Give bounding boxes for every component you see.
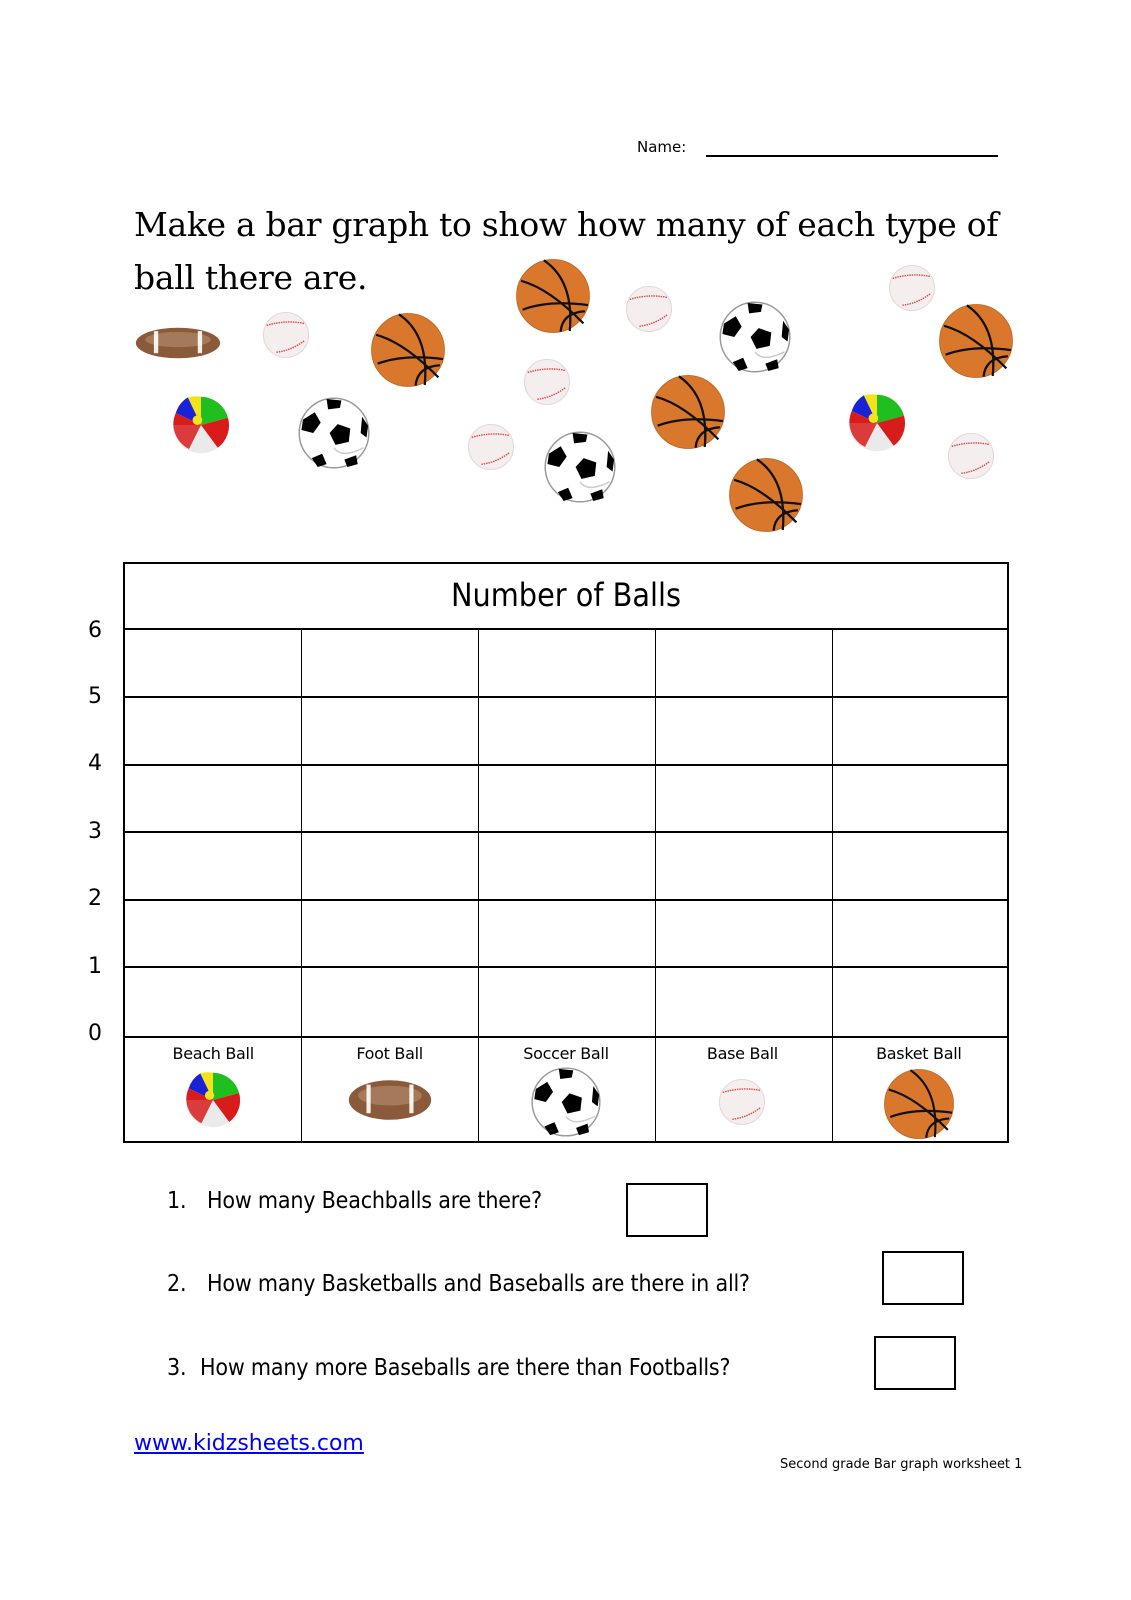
worksheet-label: Second grade Bar graph worksheet 1 [780, 1457, 1023, 1472]
question-text: How many more Baseballs are there than Footballs? [200, 1355, 731, 1381]
category-label: Beach Ball [172, 1044, 254, 1063]
gridline-1 [125, 966, 1007, 968]
category-foot-ball [301, 1038, 477, 1143]
baseball-icon [523, 358, 571, 406]
question-3 [167, 1355, 730, 1381]
question-number: 1. [167, 1188, 187, 1214]
y-tick-5: 5 [88, 684, 102, 709]
graph-cells[interactable] [125, 630, 1007, 1036]
kidzsheets-link[interactable]: www.kidzsheets.com [134, 1431, 364, 1456]
answer-box-2[interactable] [882, 1251, 964, 1305]
category-basket-ball [831, 1038, 1007, 1143]
basketball-icon [938, 303, 1014, 379]
y-tick-3: 3 [88, 819, 102, 844]
gridline-3 [125, 831, 1007, 833]
basketball-icon [370, 312, 446, 388]
name-label: Name: [637, 138, 687, 156]
question-text: How many Basketballs and Baseballs are there in all? [207, 1271, 750, 1297]
question-number: 3. [167, 1355, 187, 1381]
soccer-ball-icon [530, 1066, 602, 1138]
category-soccer-ball [478, 1038, 654, 1143]
question-text: How many Beachballs are there? [207, 1188, 542, 1214]
baseball-icon [262, 311, 310, 359]
category-label: Foot Ball [356, 1044, 423, 1063]
category-base-ball [654, 1038, 830, 1143]
baseball-icon [625, 285, 673, 333]
question-number: 2. [167, 1271, 187, 1297]
answer-box-3[interactable] [874, 1336, 956, 1390]
soccer-icon [297, 396, 371, 470]
baseball-icon [718, 1078, 766, 1126]
y-tick-4: 4 [88, 751, 102, 776]
category-label: Soccer Ball [523, 1044, 609, 1063]
y-tick-0: 0 [88, 1021, 102, 1046]
y-tick-2: 2 [88, 886, 102, 911]
name-input-line[interactable] [706, 155, 998, 157]
baseball-icon [467, 423, 515, 471]
category-label: Base Ball [706, 1044, 778, 1063]
football-icon [348, 1078, 432, 1122]
basketball-icon [728, 457, 804, 533]
category-row [125, 1036, 1007, 1143]
y-tick-6: 6 [88, 618, 102, 643]
question-2 [167, 1271, 750, 1297]
gridline-5 [125, 696, 1007, 698]
question-1 [167, 1188, 542, 1214]
answer-box-1[interactable] [626, 1183, 708, 1237]
beachball-icon [171, 395, 231, 455]
gridline-2 [125, 899, 1007, 901]
football-icon [135, 326, 221, 360]
chart-title: Number of Balls [125, 564, 1007, 630]
soccer-icon [543, 430, 617, 504]
baseball-icon [947, 432, 995, 480]
instructions-text: Make a bar graph to show how many of each type of ball there are. [134, 205, 999, 297]
category-beach-ball [125, 1038, 301, 1143]
gridline-4 [125, 764, 1007, 766]
category-label: Basket Ball [876, 1044, 962, 1063]
beachball-icon [847, 393, 907, 453]
bar-graph-grid [123, 562, 1009, 1143]
baseball-icon [888, 264, 936, 312]
beach-ball-icon [184, 1070, 242, 1130]
basketball-icon [650, 374, 726, 450]
soccer-icon [718, 300, 792, 374]
basketball-icon [515, 258, 591, 334]
basketball-icon [883, 1068, 955, 1140]
y-tick-1: 1 [88, 954, 102, 979]
